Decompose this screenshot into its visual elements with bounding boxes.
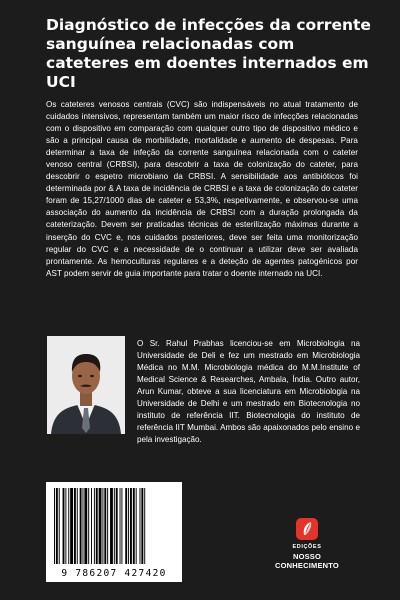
author-bio: O Sr. Rahul Prabhas licenciou-se em Microbiologia na Universidade de Deli e fez um mestrado em Microbiologia Médica no M.M. Microbiologia médica do M.M.Institute of Medical Science & Researches, Ambala, Índia. Outro autor, Arun Kumar, obteve a sua licenciatura em Microbiologia na Universidade de Delhi e um mestrado em Biotecnologia no instituto de referência IIT. Biotecnologia do instituto de referência IIT Mumbai. Ambos são apaixonados pelo ensino e pela investigação. xyxy=(137,339,360,445)
book-abstract: Os cateteres venosos centrais (CVC) são indispensáveis no atual tratamento de cuidados intensivos, representam também um maior risco de infecções relacionadas com o dispositivo em comparação com qualquer outro tipo de dispositivo médico e são a principal causa de morbilidade, mortalidade e aumento de despesas. Para determinar a taxa de infeção da corrente sanguínea relacionada com o cateter venoso central (CRBSI), para descobrir a taxa de colonização do cateter, para descobrir o espetro microbiano da CRBSI. A sensibilidade aos antibióticos foi determinada por & A taxa de incidência de CRBSI e a taxa de colonização do cateter foram de 15,27/1000 dias de cateter e 53,3%, respetivamente, e observou-se uma associação do aumento da incidência de CRBSI com a duração prolongada da cateterização. Devem ser praticadas técnicas de esterilização máximas durante a inserção do CVC e, nos cuidados posteriores, deve ser feita uma monitorização regular do CVC e a necessidade de o continuar a utilizar deve ser avaliada prontamente. As hemoculturas regulares e a deteção de agentes patogénicos por AST podem servir de guia importante para tratar o doente internado na UCI. xyxy=(46,100,358,278)
barcode-bars xyxy=(46,482,182,568)
isbn-number: 9 786207 427420 xyxy=(61,568,167,579)
isbn-barcode xyxy=(46,482,182,582)
feather-quill-icon xyxy=(296,518,318,540)
publisher-line2: NOSSO CONHECIMENTO xyxy=(275,552,339,570)
author-photo xyxy=(47,336,125,434)
book-title: Diagnóstico de infecções da corrente sanguínea relacionadas com cateteres em doentes internados em UCI xyxy=(46,16,371,91)
publisher-logo xyxy=(262,518,352,568)
publisher-line1: EDIÇÕES xyxy=(292,544,322,550)
